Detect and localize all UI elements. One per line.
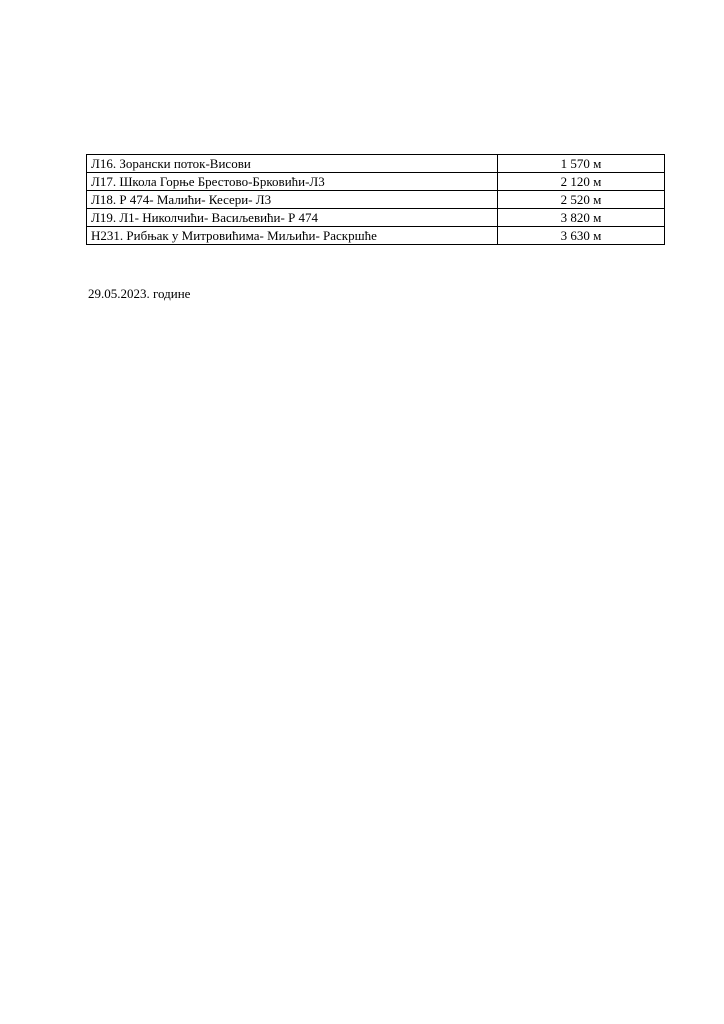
table-row <box>87 209 665 227</box>
road-name-cell: Л16. Зорански поток-Висови <box>87 155 498 173</box>
road-length-cell: 2 120 м <box>498 173 665 191</box>
road-name-cell: Л17. Школа Горње Брестово-Брковићи-Л3 <box>87 173 498 191</box>
table-row <box>87 191 665 209</box>
table-row <box>87 173 665 191</box>
road-length-cell: 2 520 м <box>498 191 665 209</box>
road-length-cell: 3 820 м <box>498 209 665 227</box>
road-name-cell: Н231. Рибњак у Митровићима- Миљићи- Раскршће <box>87 227 498 245</box>
roads-table <box>86 154 665 245</box>
road-name-cell: Л19. Л1- Николчићи- Васиљевићи- Р 474 <box>87 209 498 227</box>
road-length-cell: 1 570 м <box>498 155 665 173</box>
road-name-cell: Л18. Р 474- Малићи- Кесери- Л3 <box>87 191 498 209</box>
road-length-cell: 3 630 м <box>498 227 665 245</box>
document-date: 29.05.2023. године <box>88 286 191 301</box>
table-row <box>87 155 665 173</box>
table-row <box>87 227 665 245</box>
